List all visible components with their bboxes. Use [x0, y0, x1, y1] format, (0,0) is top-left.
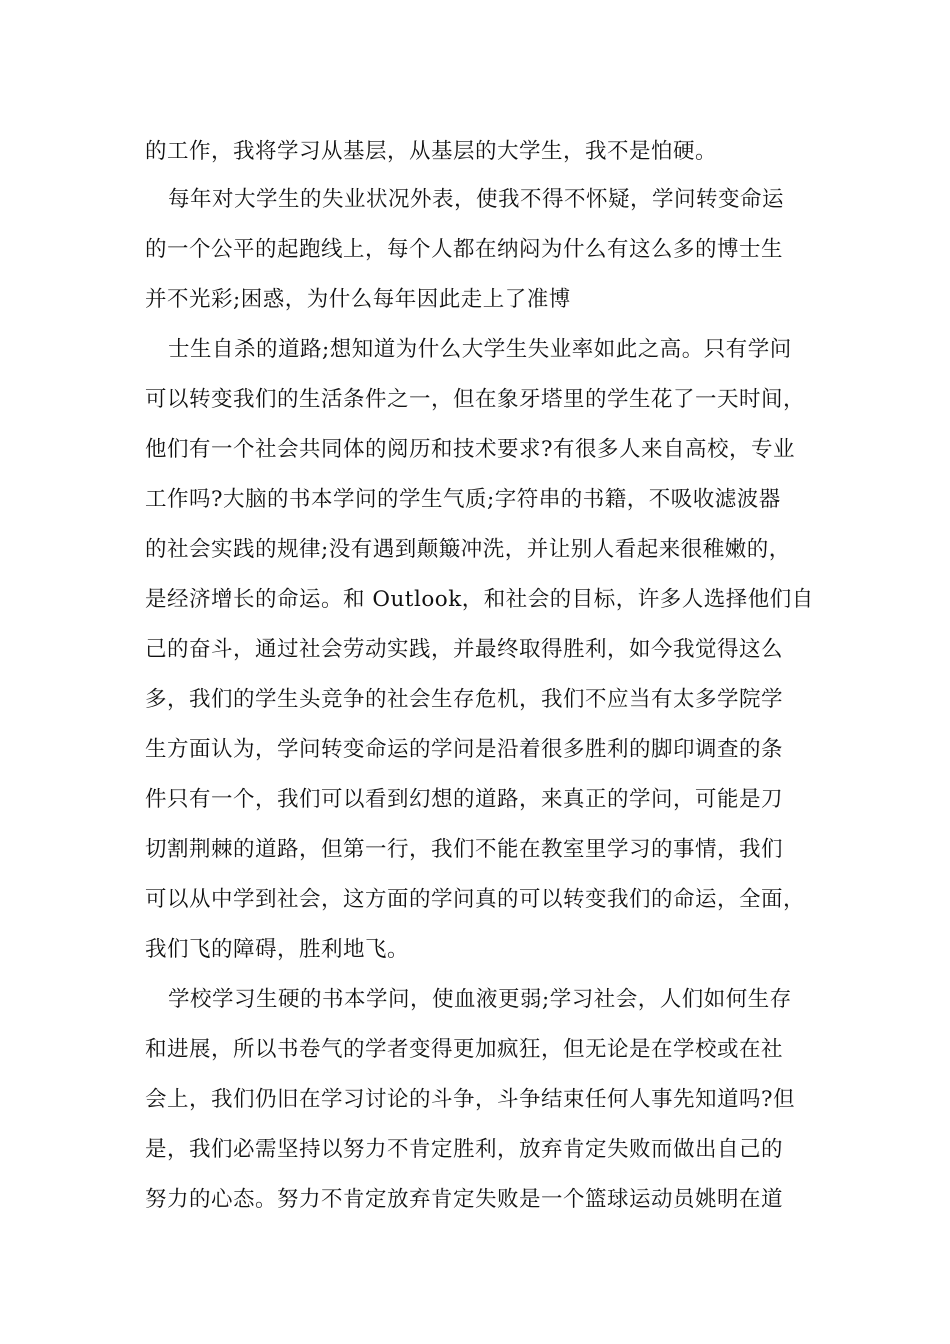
- text-line: 切割荆棘的道路，但第一行，我们不能在教室里学习的事情，我们: [145, 837, 784, 862]
- text-line: 他们有一个社会共同体的阅历和技术要求?有很多人来自高校，专业: [145, 437, 796, 462]
- text-line: 会上，我们仍旧在学习讨论的斗争，斗争结束任何人事先知道吗?但: [145, 1087, 796, 1112]
- text-line: 的社会实践的规律;没有遇到颠簸冲洗，并让别人看起来很稚嫩的，: [145, 537, 791, 562]
- text-line: 的工作，我将学习从基层，从基层的大学生，我不是怕硬。: [145, 139, 718, 164]
- text-line: 我们飞的障碍，胜利地飞。: [145, 937, 410, 962]
- text-line: 己的奋斗，通过社会劳动实践，并最终取得胜利，如今我觉得这么: [145, 637, 784, 662]
- text-line: 可以从中学到社会，这方面的学问真的可以转变我们的命运，全面，: [145, 887, 806, 912]
- text-line: 和进展，所以书卷气的学者变得更加疯狂，但无论是在学校或在社: [145, 1037, 784, 1062]
- text-line: 的一个公平的起跑线上，每个人都在纳闷为什么有这么多的博士生: [145, 237, 784, 262]
- paragraph-start-line: 士生自杀的道路;想知道为什么大学生失业率如此之高。只有学问: [168, 337, 792, 362]
- paragraph-start-line: 学校学习生硬的书本学问，使血液更弱;学习社会，人们如何生存: [168, 987, 792, 1012]
- text-line: 件只有一个，我们可以看到幻想的道路，来真正的学问，可能是刀: [145, 787, 784, 812]
- text-line: 是经济增长的命运。和 Outlook，和社会的目标，许多人选择他们自: [145, 587, 814, 612]
- text-line: 工作吗?大脑的书本学问的学生气质;字符串的书籍，不吸收滤波器: [145, 487, 781, 512]
- text-line: 多，我们的学生头竞争的社会生存危机，我们不应当有太多学院学: [145, 687, 784, 712]
- text-line: 是，我们必需坚持以努力不肯定胜利，放弃肯定失败而做出自己的: [145, 1137, 784, 1162]
- text-line: 努力的心态。努力不肯定放弃肯定失败是一个篮球运动员姚明在道: [145, 1187, 784, 1212]
- paragraph-start-line: 每年对大学生的失业状况外表，使我不得不怀疑，学问转变命运: [168, 187, 785, 212]
- text-line: 可以转变我们的生活条件之一，但在象牙塔里的学生花了一天时间，: [145, 387, 806, 412]
- text-line: 并不光彩;困惑，为什么每年因此走上了准博: [145, 287, 571, 312]
- text-line: 生方面认为，学问转变命运的学问是沿着很多胜利的脚印调查的条: [145, 737, 784, 762]
